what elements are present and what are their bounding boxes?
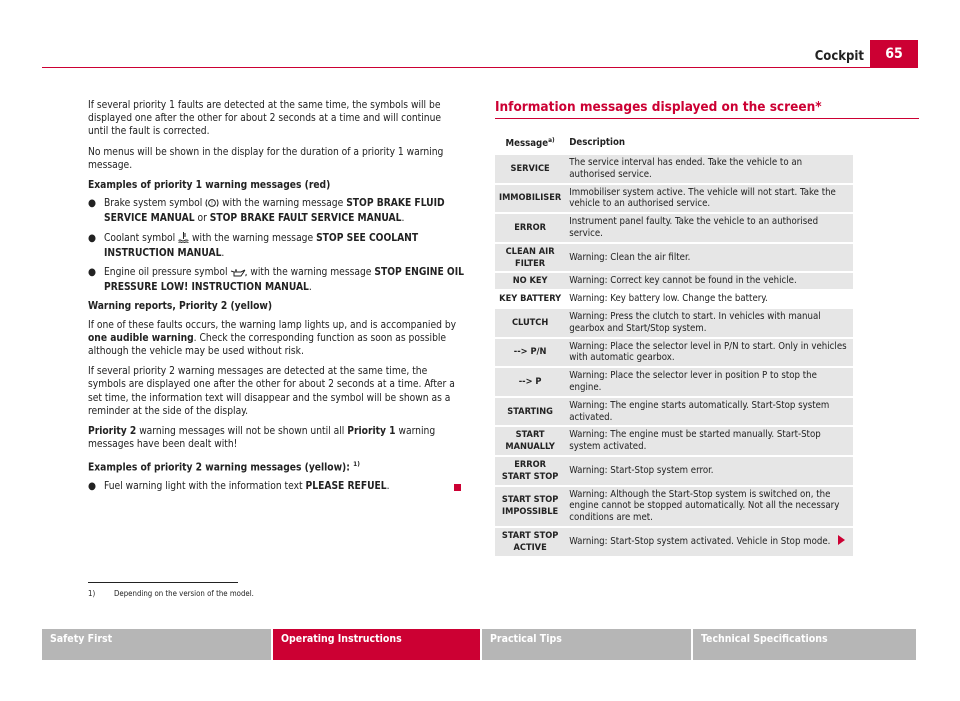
table-row [495,244,853,272]
section-end-marker [454,484,461,491]
tab-operating-instructions[interactable]: Operating Instructions [273,629,480,660]
table-heading: Information messages displayed on the screen* [495,99,822,115]
message-cell: NO KEY [495,273,565,289]
message-cell: --> P [495,368,565,396]
footnote: 1) Depending on the version of the model. [88,589,254,598]
table-row [495,427,853,455]
description-cell: Warning: Press the clutch to start. In vehicles with manual gearbox and Start/Stop system. [565,309,853,337]
column-header-description: Description [565,132,853,153]
table-row [495,487,853,526]
brake-warning-icon [205,198,219,212]
subheading: Examples of priority 1 warning messages (red) [88,180,331,192]
bullet-icon: ● [88,198,96,210]
message-cell: CLUTCH [495,309,565,337]
description-cell: Warning: The engine starts automatically. Start-Stop system activated. [565,398,853,426]
description-cell: Instrument panel faulty. Take the vehicle to an authorised service. [565,214,853,242]
description-cell: Warning: Place the selector level in P/N to start. Only in vehicles with automatic gearbox. [565,339,853,367]
bullet-icon: ● [88,232,96,244]
message-cell: START STOP IMPOSSIBLE [495,487,565,526]
message-cell: ERROR START STOP [495,457,565,485]
oil-pressure-icon [230,268,247,281]
tab-practical-tips[interactable]: Practical Tips [482,629,691,660]
description-cell: Warning: The engine must be started manually. Start-Stop system activated. [565,427,853,455]
list-item: ● Coolant symbol with the warning message STOP SEE COOLANT INSTRUCTION MANUAL. [88,232,419,259]
bullet-icon: ● [88,267,96,279]
description-cell: Warning: Start-Stop system activated. Vehicle in Stop mode. [565,528,853,556]
warning-message: STOP SEE COOLANT INSTRUCTION MANUAL [104,232,419,259]
tab-technical-specifications[interactable]: Technical Specifications [693,629,916,660]
subheading: Examples of priority 2 warning messages (yellow): $^{1)}$ [88,460,360,474]
message-cell: IMMOBILISER [495,185,565,213]
messages-table [495,130,853,558]
paragraph: Priority 2 warning messages will not be shown until all Priority 1 warning messages have been dealt with! [88,426,436,451]
description-cell: Immobiliser system active. The vehicle will not start. Take the vehicle to an authorised service. [565,185,853,213]
message-cell: KEY BATTERY [495,291,565,307]
description-cell: Warning: Key battery low. Change the battery. [565,291,853,307]
description-cell: Warning: Clean the air filter. [565,244,853,272]
table-row [495,214,853,242]
table-row [495,273,853,289]
table-header-row [495,132,853,153]
list-item: ● Engine oil pressure symbol with the warning message STOP ENGINE OIL PRESSURE LOW! INSTRUCTION MANUAL. [88,267,464,294]
message-cell: START STOP ACTIVE [495,528,565,556]
warning-message: STOP BRAKE FAULT SERVICE MANUAL [209,213,402,225]
description-cell: Warning: Start-Stop system error. [565,457,853,485]
paragraph: No menus will be shown in the display for the duration of a priority 1 warning message. [88,146,444,171]
message-cell: CLEAN AIR FILTER [495,244,565,272]
message-cell: STARTING [495,398,565,426]
footer-tabs [42,629,918,660]
column-header-message: Message$^{a)}$ [495,132,565,153]
svg-text:!: ! [211,201,214,208]
table-row [495,457,853,485]
table-row [495,368,853,396]
description-cell: Warning: Place the selector lever in position P to stop the engine. [565,368,853,396]
table-row [495,291,853,307]
table-row [495,528,853,556]
continue-arrow-icon [838,535,845,545]
table-row [495,155,853,183]
tab-safety-first[interactable]: Safety First [42,629,271,660]
section-title: Cockpit [814,49,864,64]
list-item: ● Fuel warning light with the information text PLEASE REFUEL. [88,481,390,493]
warning-message: STOP BRAKE FLUID SERVICE MANUAL [104,198,445,225]
description-cell: The service interval has ended. Take the vehicle to an authorised service. [565,155,853,183]
left-column [88,99,464,499]
page-number: 65 [870,40,918,68]
heading-divider [495,118,919,119]
coolant-warning-icon [178,232,189,247]
description-cell: Warning: Although the Start-Stop system is switched on, the engine cannot be stopped automatically. Not all the necessary conditions are met. [565,487,853,526]
footnote-divider [88,582,238,583]
list-item: ● Brake system symbol ! with the warning message STOP BRAKE FLUID SERVICE MANUAL or STOP BRAKE FAULT SERVICE MANUAL. [88,198,445,225]
info-message: PLEASE REFUEL [305,481,387,493]
table-row [495,309,853,337]
paragraph: If several priority 2 warning messages are detected at the same time, the symbols are displayed one after the other for about 2 seconds at a time. After a set time, the information text will disappear and the symbol will be shown as a reminder at the side of the display. [88,366,455,417]
message-cell: --> P/N [495,339,565,367]
paragraph: If several priority 1 faults are detected at the same time, the symbols will be displayed one after the other for about 2 seconds at a time and will continue until the fault is corrected. [88,100,442,138]
header-divider [42,67,918,68]
table-row [495,185,853,213]
warning-message: STOP ENGINE OIL PRESSURE LOW! INSTRUCTION MANUAL [104,267,464,294]
paragraph: If one of these faults occurs, the warning lamp lights up, and is accompanied by one audible warning. Check the corresponding function as soon as possible although the vehicle may be used without risk. [88,319,457,358]
bullet-icon: ● [88,481,96,493]
description-cell: Warning: Correct key cannot be found in the vehicle. [565,273,853,289]
table-row [495,339,853,367]
message-cell: ERROR [495,214,565,242]
message-cell: START MANUALLY [495,427,565,455]
subheading: Warning reports, Priority 2 (yellow) [88,301,273,313]
message-cell: SERVICE [495,155,565,183]
table-row [495,398,853,426]
